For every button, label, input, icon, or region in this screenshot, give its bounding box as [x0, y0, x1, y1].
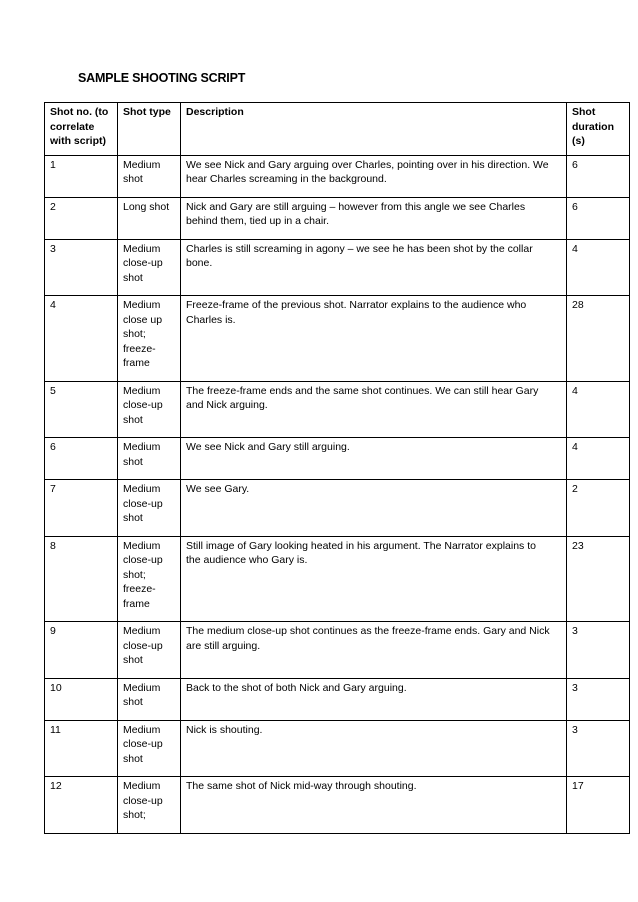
shot-type-line: freeze- [123, 583, 156, 595]
shot-number-cell: 3 [45, 239, 118, 296]
table-row [45, 155, 630, 197]
shot-type-line: Medium [123, 299, 161, 311]
description-cell [181, 197, 567, 239]
shot-type-line: shot [123, 413, 143, 426]
description-cell [181, 480, 567, 537]
table-row [45, 536, 630, 622]
description-line: We see Nick and Gary still arguing. [186, 441, 350, 453]
shot-type-line: close up [123, 313, 163, 326]
description-line: Nick is shouting. [186, 723, 263, 736]
table-row [45, 678, 630, 720]
shot-number-cell: 1 [45, 155, 118, 197]
shot-type-line: shot; [123, 568, 146, 581]
shot-type-line: close-up [123, 497, 163, 510]
table-header-row [45, 103, 630, 156]
shot-duration-cell: 2 [567, 480, 630, 537]
table-row [45, 720, 630, 777]
shot-type-line: shot [123, 271, 143, 284]
header-shot-no [45, 103, 118, 156]
document-title: SAMPLE SHOOTING SCRIPT [78, 71, 246, 85]
shot-type-cell [118, 155, 181, 197]
shot-duration-cell: 4 [567, 438, 630, 480]
table-row [45, 622, 630, 679]
header-description [181, 103, 567, 156]
header-shot-duration-line: (s) [572, 135, 585, 147]
shot-type-line: Long shot [123, 200, 170, 213]
shot-type-line: Medium [123, 384, 161, 397]
shot-type-cell [118, 536, 181, 622]
description-line: the audience who Gary is. [186, 554, 308, 566]
shot-duration-cell: 6 [567, 155, 630, 197]
shot-type-line: Medium [123, 158, 161, 171]
description-line: The medium close-up shot continues as the freeze-frame ends. Gary and Nick [186, 625, 550, 637]
shot-type-line: close-up [123, 257, 163, 269]
header-shot-type [118, 103, 181, 156]
shot-type-line: close-up [123, 794, 163, 807]
table-row [45, 438, 630, 480]
shot-type-line: shot; [123, 809, 146, 821]
shot-type-line: Medium [123, 723, 161, 736]
shot-duration-cell: 3 [567, 720, 630, 777]
shot-number-cell: 2 [45, 197, 118, 239]
shot-number-cell: 7 [45, 480, 118, 537]
shot-type-cell [118, 480, 181, 537]
shot-number-cell: 4 [45, 296, 118, 382]
shot-type-line: shot [123, 173, 143, 185]
shot-type-line: Medium [123, 780, 161, 792]
header-shot-no-line: with script) [50, 135, 107, 147]
shot-number-cell: 8 [45, 536, 118, 622]
description-line: Freeze-frame of the previous shot. Narrator explains to the audience who [186, 299, 527, 311]
shot-type-line: shot [123, 696, 143, 708]
table-row [45, 296, 630, 382]
shot-number-cell: 6 [45, 438, 118, 480]
shot-number-cell: 10 [45, 678, 118, 720]
shot-type-line: Medium [123, 625, 161, 637]
shot-type-line: shot [123, 455, 143, 468]
shot-type-line: Medium [123, 483, 161, 495]
table-row [45, 480, 630, 537]
description-line: are still arguing. [186, 639, 261, 652]
shot-type-line: freeze- [123, 342, 156, 355]
description-line: and Nick arguing. [186, 399, 268, 411]
shot-type-line: Medium [123, 242, 161, 255]
shot-type-line: shot [123, 512, 143, 524]
description-line: Nick and Gary are still arguing – however from this angle we see Charles [186, 200, 526, 213]
description-cell [181, 239, 567, 296]
shot-type-line: frame [123, 357, 150, 369]
description-line: We see Gary. [186, 483, 250, 495]
shot-type-cell [118, 197, 181, 239]
description-cell [181, 536, 567, 622]
description-line: The freeze-frame ends and the same shot continues. We can still hear Gary [186, 384, 539, 397]
shot-duration-cell: 17 [567, 777, 630, 834]
shot-type-line: Medium [123, 441, 161, 453]
table-row [45, 239, 630, 296]
shot-type-line: shot [123, 752, 143, 765]
shot-duration-cell: 3 [567, 622, 630, 679]
shot-duration-cell: 4 [567, 239, 630, 296]
shot-type-cell [118, 438, 181, 480]
description-cell [181, 296, 567, 382]
shot-type-cell [118, 720, 181, 777]
shot-type-line: close-up [123, 738, 163, 750]
shot-number-cell: 12 [45, 777, 118, 834]
description-cell [181, 381, 567, 438]
shot-type-cell [118, 239, 181, 296]
description-cell [181, 438, 567, 480]
shot-duration-cell: 4 [567, 381, 630, 438]
description-line: hear Charles screaming in the background. [186, 173, 387, 185]
shot-type-line: close-up [123, 639, 163, 652]
table-row [45, 197, 630, 239]
description-line: Back to the shot of both Nick and Gary arguing. [186, 681, 407, 694]
shot-type-cell [118, 381, 181, 438]
header-shot-type-line: Shot type [123, 106, 171, 118]
shot-number-cell: 11 [45, 720, 118, 777]
description-line: The same shot of Nick mid-way through shouting. [186, 780, 417, 792]
shot-duration-cell: 28 [567, 296, 630, 382]
table-row [45, 381, 630, 438]
shot-type-cell [118, 622, 181, 679]
shot-type-line: shot [123, 654, 143, 666]
description-line: behind them, tied up in a chair. [186, 215, 330, 227]
description-cell [181, 622, 567, 679]
shot-number-cell: 9 [45, 622, 118, 679]
description-line: Still image of Gary looking heated in his argument. The Narrator explains to [186, 539, 536, 552]
shot-type-line: close-up [123, 399, 163, 411]
shot-duration-cell: 23 [567, 536, 630, 622]
shot-type-line: close-up [123, 554, 163, 566]
header-shot-duration [567, 103, 630, 156]
header-shot-no-line: Shot no. (to [50, 106, 109, 118]
description-line: bone. [186, 257, 213, 269]
table-body [45, 155, 630, 833]
shot-type-cell [118, 777, 181, 834]
description-cell [181, 777, 567, 834]
shot-type-cell [118, 678, 181, 720]
header-description-line: Description [186, 106, 244, 118]
shot-type-line: shot; [123, 328, 146, 340]
description-line: We see Nick and Gary arguing over Charles, pointing over in his direction. We [186, 158, 549, 171]
shot-number-cell: 5 [45, 381, 118, 438]
shot-type-line: Medium [123, 539, 161, 552]
header-shot-no-line: correlate [50, 120, 95, 133]
table-row [45, 777, 630, 834]
header-shot-duration-line: Shot [572, 106, 596, 118]
shot-duration-cell: 3 [567, 678, 630, 720]
description-line: Charles is. [186, 313, 236, 326]
description-line: Charles is still screaming in agony – we see he has been shot by the collar [186, 242, 533, 255]
shot-duration-cell: 6 [567, 197, 630, 239]
description-cell [181, 678, 567, 720]
description-cell [181, 720, 567, 777]
shot-type-cell [118, 296, 181, 382]
shooting-script-table [44, 102, 630, 834]
shot-type-line: frame [123, 597, 150, 610]
header-shot-duration-line: duration [572, 120, 614, 133]
shot-type-line: Medium [123, 681, 161, 694]
description-cell [181, 155, 567, 197]
